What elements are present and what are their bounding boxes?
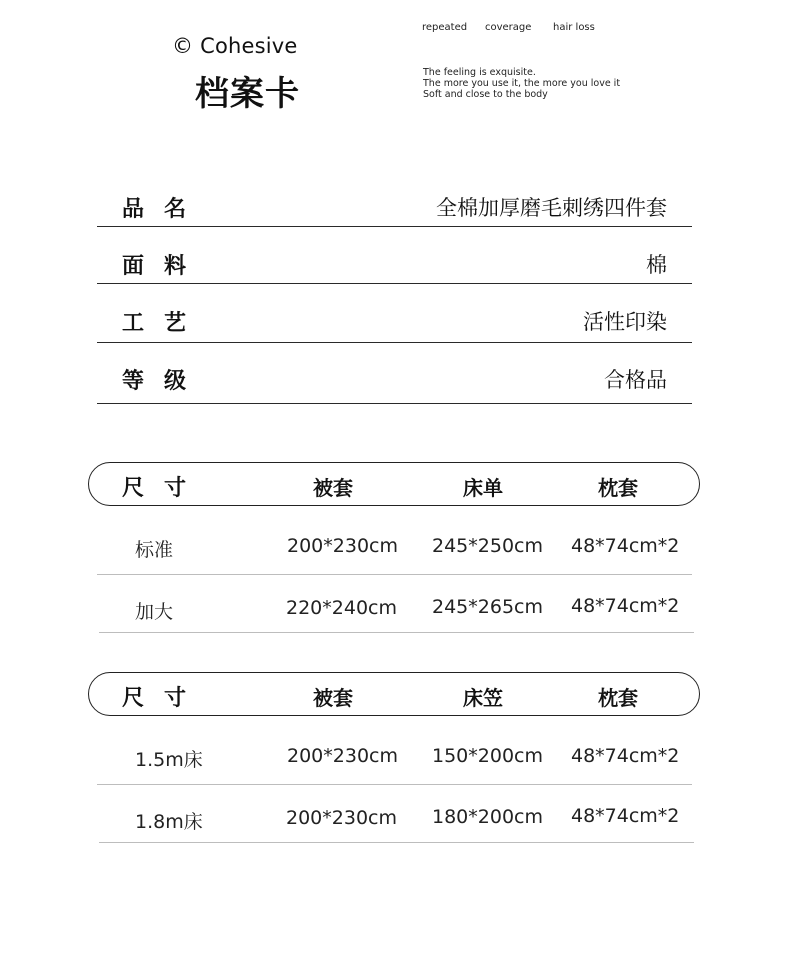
table-cell: 48*74cm*2 <box>571 535 680 557</box>
table1-header-sheet: 床单 <box>463 476 503 500</box>
table-cell: 1.8m床 <box>135 811 203 833</box>
row-divider <box>97 784 692 785</box>
tag-hair-loss: hair loss <box>553 22 595 33</box>
divider <box>97 403 692 404</box>
table-cell: 1.5m床 <box>135 749 203 771</box>
table-cell: 220*240cm <box>286 597 397 619</box>
info-label-grade: 等级 <box>122 369 207 394</box>
table-cell: 180*200cm <box>432 806 543 828</box>
page-title: 档案卡 <box>195 74 300 114</box>
table2-header-duvet: 被套 <box>313 686 353 710</box>
table-cell: 150*200cm <box>432 745 543 767</box>
tag-repeated: repeated <box>422 22 468 33</box>
table-cell: 48*74cm*2 <box>571 745 680 767</box>
table-cell: 200*230cm <box>286 807 397 829</box>
row-divider <box>99 842 694 843</box>
divider <box>97 283 692 284</box>
table-cell: 245*265cm <box>432 596 543 618</box>
info-label-fabric: 面料 <box>122 254 207 279</box>
table2-header-fitted-sheet: 床笠 <box>463 686 503 710</box>
table1-header-duvet: 被套 <box>313 476 353 500</box>
tag-coverage: coverage <box>485 22 532 33</box>
brand-logo: © Cohesive <box>172 34 298 58</box>
table1-header-pillowcase: 枕套 <box>598 476 638 500</box>
divider <box>97 342 692 343</box>
slogan-line: The more you use it, the more you love it <box>423 78 621 89</box>
table-cell: 200*230cm <box>287 745 398 767</box>
table2-header-pillowcase: 枕套 <box>598 686 638 710</box>
table-cell: 48*74cm*2 <box>571 805 680 827</box>
table1-header-size: 尺寸 <box>122 476 207 501</box>
table-cell: 48*74cm*2 <box>571 595 680 617</box>
info-value-name: 全棉加厚磨毛刺绣四件套 <box>436 196 667 220</box>
table-cell: 加大 <box>135 601 174 623</box>
table-cell: 200*230cm <box>287 535 398 557</box>
table2-header-size: 尺寸 <box>122 686 207 711</box>
divider <box>97 226 692 227</box>
info-value-craft: 活性印染 <box>583 310 667 334</box>
info-label-craft: 工艺 <box>122 311 207 336</box>
row-divider <box>99 632 694 633</box>
table-cell: 245*250cm <box>432 535 543 557</box>
info-value-grade: 合格品 <box>604 368 667 392</box>
row-divider <box>97 574 692 575</box>
info-value-fabric: 棉 <box>646 253 667 277</box>
info-label-name: 品名 <box>122 197 207 222</box>
slogan-line: Soft and close to the body <box>423 89 548 100</box>
table-cell: 标准 <box>135 539 174 561</box>
slogan-line: The feeling is exquisite. <box>423 67 536 78</box>
